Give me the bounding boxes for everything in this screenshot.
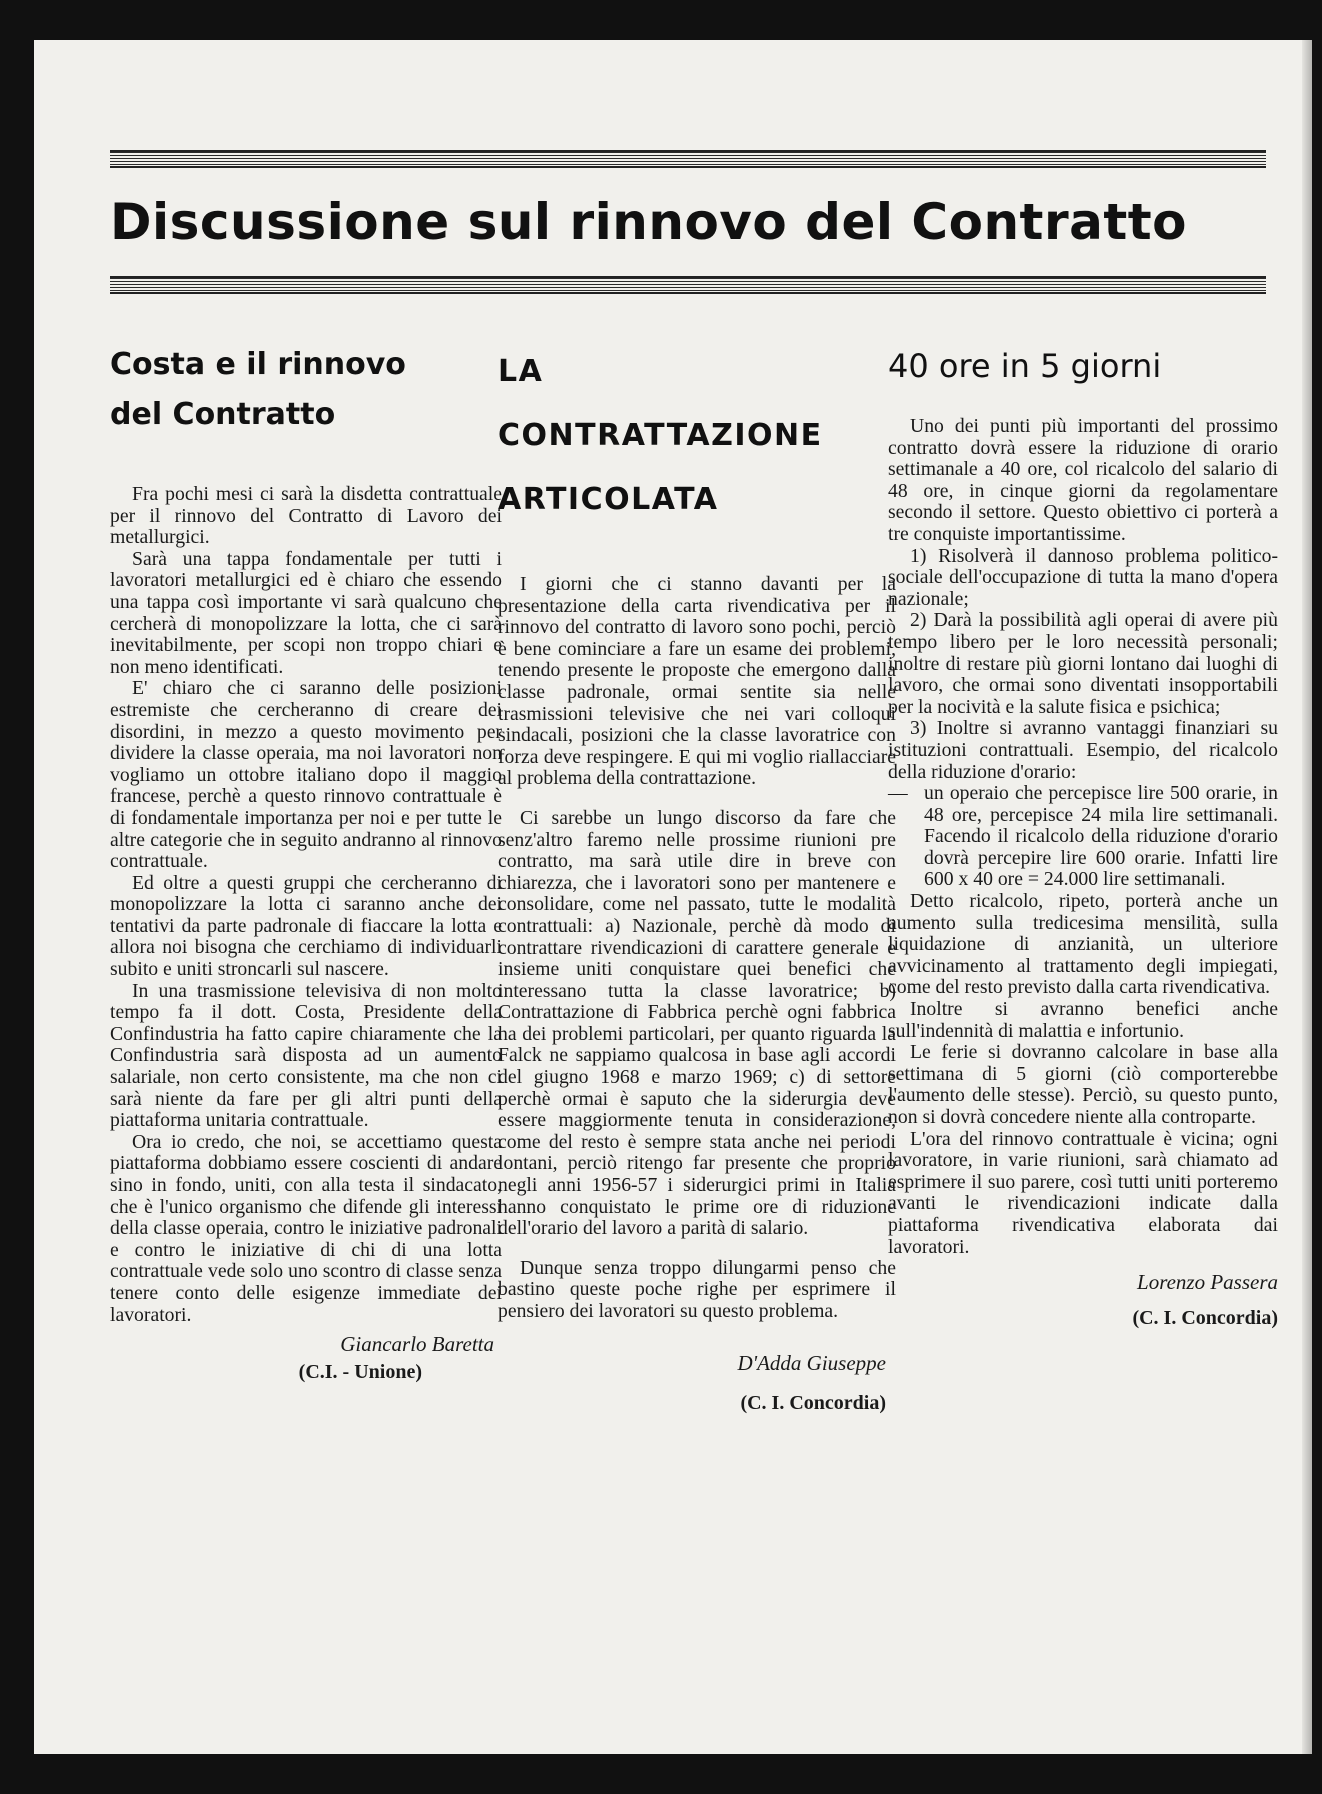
paragraph: Dunque senza troppo dilungarmi penso che bastino queste poche righe per esprimere il pensiero dei lavoratori su questo problema. [498,1256,896,1322]
paragraph: Sarà una tappa fondamentale per tutti i lavoratori metallurgici ed è chiaro che essendo una tappa così importante vi sarà qualcuno che cercherà di monopolizzare la lotta, che ci sarà inevitabilmente, per scopi non troppo chiari e non meno identificati. [110,547,502,678]
newspaper-page [34,40,1312,1754]
paragraph: Fra pochi mesi ci sarà la disdetta contrattuale per il rinnovo del Contratto di Lavoro dei metallurgici. [110,483,502,549]
paragraph: 2) Darà la possibilità agli operai di avere più tempo libero per le loro necessità personali; inoltre di restare più giorni lontano dai luoghi di lavoro, che ormai sono diventati insopportabili per la nocività e la salute fisica e psichica; [888,609,1278,718]
article-body [498,574,896,1323]
paragraph: Detto ricalcolo, ripeto, porterà anche un aumento sulla tredicesima mensilità, sulla liquidazione di anzianità, un ulteriore avvicinamento al trattamento degli impiegati, come del resto previsto dalla carta rivendicativa. [888,890,1278,999]
paragraph: E' chiaro che ci saranno delle posizioni estremiste che cercheranno di creare dei disordini, in mezzo a questo movimento per dividere la classe operaia, ma noi lavoratori non vogliamo un ottobre italiano dopo il maggio francese, perchè a questo rinnovo contrattuale è di fondamentale importanza per noi e per tutte le altre categorie che in seguito andranno al rinnovo contrattuale. [110,677,502,873]
article-contrattazione [498,340,896,1415]
paragraph: Le ferie si dovranno calcolare in base alla settimana di 5 giorni (ciò comporterebbe l'aumento delle stesse). Perciò, su questo punto, non si dovrà concedere niente alla controparte. [888,1041,1278,1128]
article-author-org: (C. I. Concordia) [740,1391,886,1414]
article-author-org: (C. I. Concordia) [1132,1307,1278,1330]
paragraph: Uno dei punti più importanti del prossimo contratto dovrà essere la riduzione di orario settimanale a 40 ore, col ricalcolo del salario di 48 ore, in cinque giorni da regolamentare secondo il settore. Questo obiettivo ci porterà a tre conquiste importantissime. [888,415,1278,545]
article-title: 40 ore in 5 giorni [888,347,1162,385]
article-40-ore [888,340,1278,1330]
article-author-org: (C.I. - Unione) [298,1361,422,1384]
paragraph: Ci sarebbe un lungo discorso da fare che senz'altro faremo nelle prossime riunioni pre contratto, ma sarà utile dire in breve con chiarezza, che i lavoratori sono per mantenere e consolidare, come nel passato, tutte le modalità contrattuali: a) Nazionale, perchè dà modo di contrattare rivendicazioni di carattere generale e insieme uniti conquistare quei benefici che interessano tutta la classe lavoratrice; b) Contrattazione di Fabbrica perchè ogni fabbrica ha dei problemi particolari, per quanto riguarda la Falck ne sappiamo qualcosa in base agli accordi del giugno 1968 e marzo 1969; c) di settore perchè ormai è saputo che la siderurgia deve essere maggiormente tenuta in considerazione, come del resto è sempre stata anche nei periodi lontani, perciò ritengo far presente che proprio negli anni 1956-57 i siderurgici primi in Italia hanno conquistato le prime ore di riduzione dell'orario del lavoro a parità di salario. [498,806,896,1240]
article-author: D'Adda Giuseppe [737,1350,886,1375]
paragraph: Ora io credo, che noi, se accettiamo questa piattaforma dobbiamo essere coscienti di andare sino in fondo, uniti, con alla testa il sindacato, che è l'unico organismo che difende gli interessi della classe operaia, contro le iniziative padronali e contro le iniziative di chi di una lotta contrattuale vede solo uno scontro di classe senza tenere conto delle esigenze immediate dei lavoratori. [110,1130,502,1326]
paragraph: In una trasmissione televisiva di non molto tempo fa il dott. Costa, Presidente della Confindustria ha fatto capire chiaramente che la Confindustria sarà disposta ad un aumento salariale, non certo consistente, ma che non ci sarà niente da fare per gli altri punti della piattaforma unitaria contrattuale. [110,979,502,1132]
paragraph: Ed oltre a questi gruppi che cercheranno di monopolizzare la lotta ci saranno anche dei tentativi da parte padronale di fiaccare la lotta e allora noi bisogna che cerchiamo di individuarli subito e uniti stroncarli sul nascere. [110,871,502,981]
page-headline: Discussione sul rinnovo del Contratto [110,193,1187,251]
paragraph: Inoltre si avranno benefici anche sull'indennità di malattia e infortunio. [888,998,1278,1042]
article-title: LA CONTRATTAZIONE ARTICOLATA [498,354,823,517]
paragraph-dash-item: — un operaio che percepisce lire 500 orarie, in 48 ore, percepisce 24 mila lire settimanali. Facendo il ricalcolo della riduzione d'orario dovrà percepire lire 600 orarie. Infatti lire 600 x 40 ore = 24.000 lire settimanali. [888,783,1278,891]
article-body [888,416,1278,1258]
article-title: Costa e il rinnovo del Contratto [110,347,406,432]
article-author: Lorenzo Passera [1137,1270,1278,1295]
paragraph: L'ora del rinnovo contrattuale è vicina; ogni lavoratore, in varie riunioni, sarà chiamato ad esprimere il suo parere, così tutti uniti porteremo avanti le rivendicazioni indicate dalla piattaforma rivendicativa elaborata dai lavoratori. [888,1127,1278,1258]
paragraph: 3) Inoltre si avranno vantaggi finanziari su istituzioni contrattuali. Esempio, del ricalcolo della riduzione d'orario: [888,717,1278,783]
top-double-rule [110,150,1266,168]
article-body [110,484,502,1326]
paragraph: 1) Risolverà il dannoso problema politico-sociale dell'occupazione di tutta la mano d'opera nazionale; [888,544,1278,610]
article-costa [110,340,502,1384]
bottom-double-rule [110,276,1266,294]
article-author: Giancarlo Baretta [340,1332,494,1357]
paragraph: I giorni che ci stanno davanti per la presentazione della carta rivendicativa per il rinnovo del contratto di lavoro sono pochi, perciò è bene cominciare a fare un esame dei problemi, tenendo presente le proposte che emergono dalla classe padronale, ormai sentite sia nelle trasmissioni televisive che nei vari colloqui sindacali, posizioni che la classe lavoratrice con forza deve respingere. E qui mi voglio riallacciare al problema della contrattazione. [498,573,896,790]
